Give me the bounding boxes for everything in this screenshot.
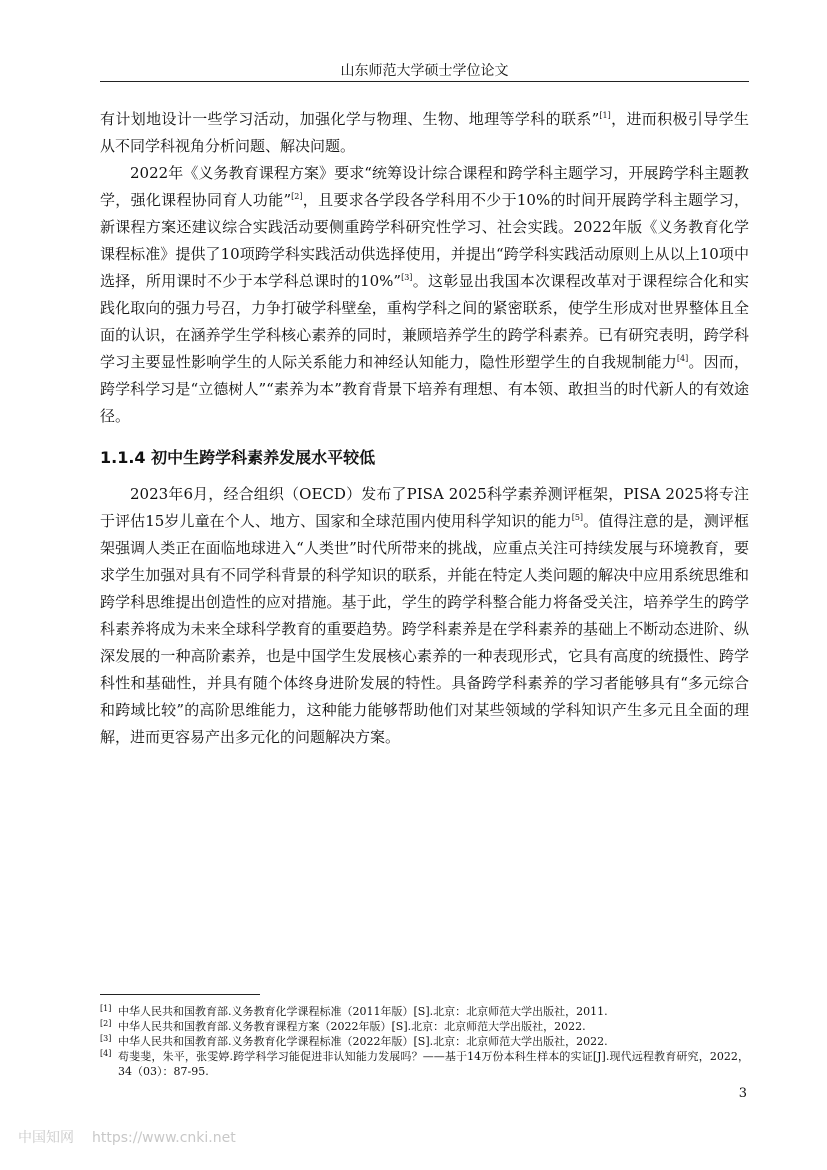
section-number: 1.1.4 — [100, 448, 146, 467]
footnote-text: 中华人民共和国教育部.义务教育课程方案（2022年版）[S].北京：北京师范大学出版社，2022. — [118, 1020, 586, 1033]
footnote-ref[interactable]: [1] — [599, 111, 611, 120]
running-header — [100, 62, 749, 82]
footnote-text: 苟斐斐，朱平，张雯婷.跨学科学习能促进非认知能力发展吗？——基于14万份本科生样本的实证[J].现代远程教育研究，2022，34（03）：87-95. — [118, 1050, 749, 1078]
paragraph-text: 。因而，跨学科学习是“立德树人”“素养为本”教育背景下培养有理想、有本领、敢担当的时代新人的有效途径。 — [100, 353, 749, 425]
footnote-number: [4] — [100, 1049, 112, 1058]
paragraph-text: ，且要求各学段各学科用不少于10%的时间开展跨学科主题学习，新课程方案还建议综合实践活动要侧重跨学科研究性学习、社会实践。2022年版《义务教育化学课程标准》提供了10项跨学科实践活动供选择使用，并提出“跨学科实践活动原则上从以上10项中选择，所用课时不少于本学科总课时的10%” — [100, 191, 750, 290]
footnote-1 — [100, 1004, 749, 1019]
paragraph-text: 。这彰显出我国本次课程改革对于课程综合化和实践化取向的强力号召，力争打破学科壁垒，重构学科之间的紧密联系，使学生形成对世界整体且全面的认识，在涵养学生学科核心素养的同时，兼顾培养学生的跨学科素养。已有研究表明，跨学科学习主要显性影响学生的人际关系能力和神经认知能力，隐性形塑学生的自我规制能力 — [100, 272, 749, 371]
paragraph-text: ，进而积极引导学生从不同学科视角分析问题、解决问题。 — [100, 110, 749, 155]
footnote-ref[interactable]: [2] — [291, 192, 303, 201]
footnote-ref[interactable]: [4] — [676, 354, 689, 363]
footnote-ref[interactable]: [5] — [571, 513, 584, 522]
header-title: 山东师范大学硕士学位论文 — [340, 63, 509, 79]
paragraph-text: 2023年6月，经合组织（OECD）发布了PISA 2025科学素养测评框架，PISA 2025将专注于评估15岁儿童在个人、地方、国家和全球范围内使用科学知识的能力 — [100, 485, 749, 530]
section-title: 初中生跨学科素养发展水平较低 — [151, 448, 376, 467]
watermark-brand: 中国知网 — [18, 1130, 74, 1146]
footnote-number: [1] — [100, 1004, 112, 1013]
paragraph-text: 。值得注意的是，测评框架强调人类正在面临地球进入“人类世”时代所带来的挑战，应重点关注可持续发展与环境教育，要求学生加强对具有不同学科背景的科学知识的联系，并能在特定人类问题的解决中应用系统思维和跨学科思维提出创造性的应对措施。基于此，学生的跨学科整合能力将备受关注，培养学生的跨学科素养将成为未来全球科学教育的重要趋势。跨学科素养是在学科素养的基础上不断动态进阶、纵深发展的一种高阶素养，也是中国学生发展核心素养的一种表现形式，它具有高度的统摄性、跨学科性和基础性，并具有随个体终身进阶发展的特性。具备跨学科素养的学习者能够具有“多元综合和跨域比较”的高阶思维能力，这种能力能够帮助他们对某些领域的学科知识产生多元且全面的理解，进而更容易产出多元化的问题解决方案。 — [100, 512, 749, 746]
page-number: 3 — [738, 1086, 747, 1101]
footnotes — [100, 1004, 749, 1079]
paragraph-2 — [100, 160, 749, 430]
paragraph-3 — [100, 481, 749, 751]
paragraph-1 — [100, 106, 749, 160]
footnote-divider — [100, 994, 260, 995]
paragraph-text: 2022年《义务教育课程方案》要求“统筹设计综合课程和跨学科主题学习，开展跨学科主题教学，强化课程协同育人功能” — [100, 164, 749, 209]
footnote-3 — [100, 1034, 749, 1049]
footnote-2 — [100, 1019, 749, 1034]
body-text — [100, 106, 749, 751]
footnote-ref[interactable]: [3] — [401, 273, 413, 282]
section-heading — [100, 444, 749, 471]
footnote-text: 中华人民共和国教育部.义务教育化学课程标准（2011年版）[S].北京：北京师范大学出版社，2011. — [118, 1005, 608, 1018]
footnote-number: [2] — [100, 1019, 112, 1028]
footnote-number: [3] — [100, 1034, 112, 1043]
watermark — [18, 1127, 236, 1147]
footnote-text: 中华人民共和国教育部.义务教育化学课程标准（2022年版）[S].北京：北京师范大学出版社，2022. — [118, 1035, 608, 1048]
footnote-4 — [100, 1049, 749, 1079]
watermark-url[interactable]: https://www.cnki.net — [92, 1130, 236, 1146]
paragraph-text: 有计划地设计一些学习活动，加强化学与物理、生物、地理等学科的联系” — [100, 110, 600, 128]
